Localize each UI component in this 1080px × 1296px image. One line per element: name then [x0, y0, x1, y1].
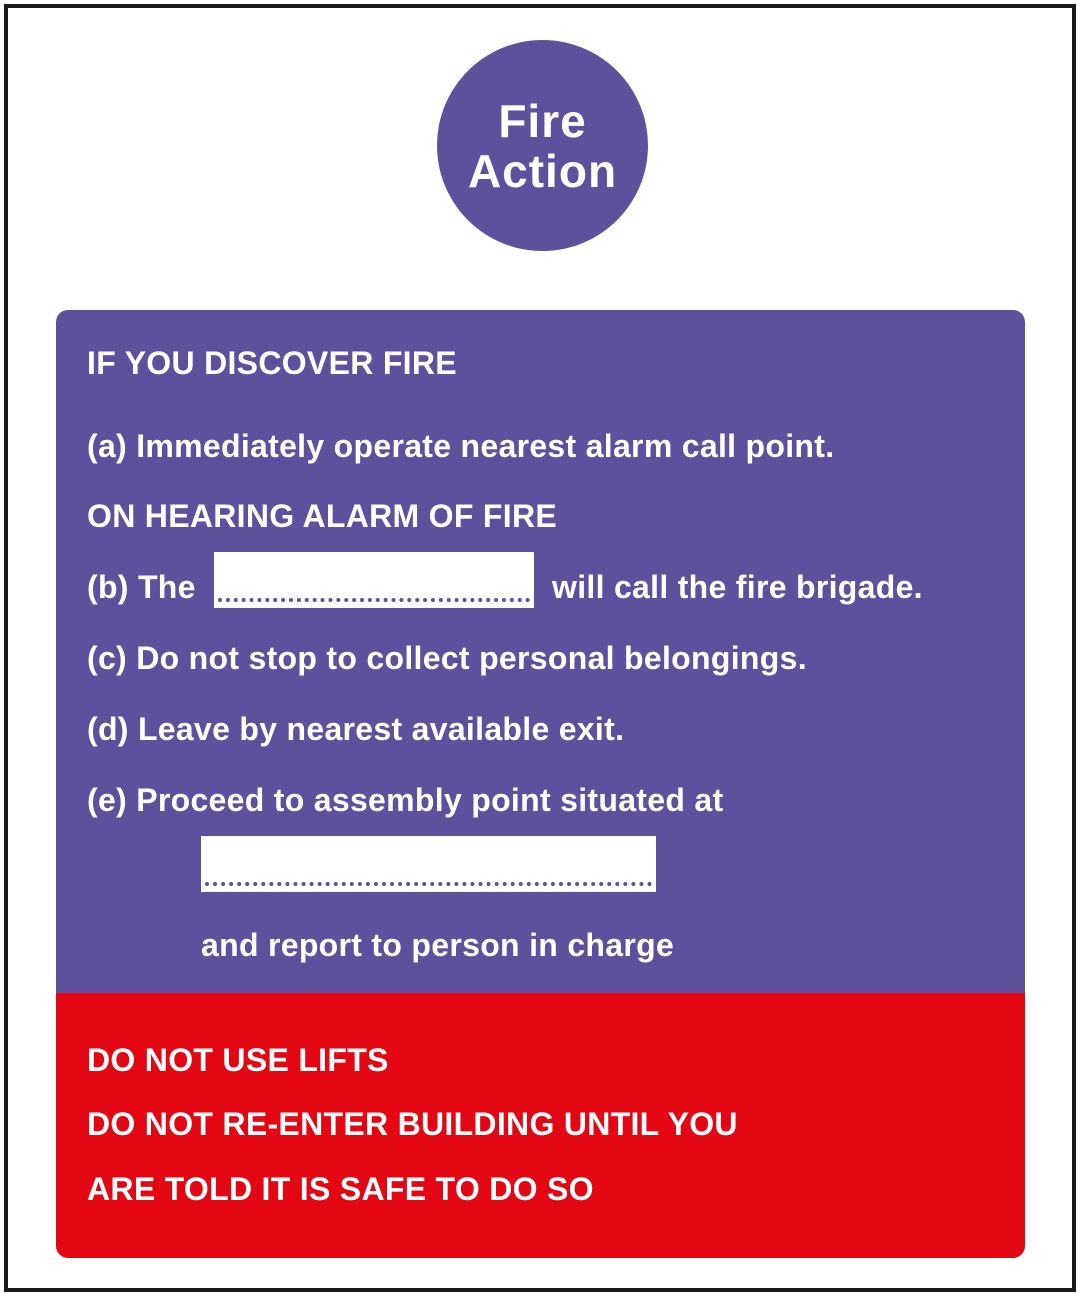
instruction-d: (d) Leave by nearest available exit.	[87, 711, 625, 747]
instruction-b-prefix: (b) The	[87, 569, 196, 605]
assembly-point-blank-field[interactable]	[201, 836, 656, 892]
instruction-c: (c) Do not stop to collect personal belongings.	[87, 640, 807, 676]
alarm-heading: ON HEARING ALARM OF FIRE	[87, 498, 557, 534]
warning-line-2: DO NOT RE-ENTER BUILDING UNTIL YOU	[87, 1106, 738, 1142]
blank-dotted-line	[218, 598, 530, 602]
blank-dotted-line	[205, 882, 652, 886]
instruction-e-followup: and report to person in charge	[201, 927, 675, 963]
title-badge	[437, 40, 648, 251]
title-line-1: Fire	[498, 94, 587, 147]
instruction-b-suffix: will call the fire brigade.	[552, 569, 923, 605]
responsible-person-blank-field[interactable]	[214, 552, 534, 608]
instruction-a: (a) Immediately operate nearest alarm call point.	[87, 428, 835, 464]
warning-line-1: DO NOT USE LIFTS	[87, 1042, 389, 1078]
instruction-e: (e) Proceed to assembly point situated at	[87, 782, 724, 818]
discover-heading: IF YOU DISCOVER FIRE	[87, 345, 457, 381]
title-line-2: Action	[467, 144, 618, 197]
warning-line-3: ARE TOLD IT IS SAFE TO DO SO	[87, 1171, 594, 1207]
